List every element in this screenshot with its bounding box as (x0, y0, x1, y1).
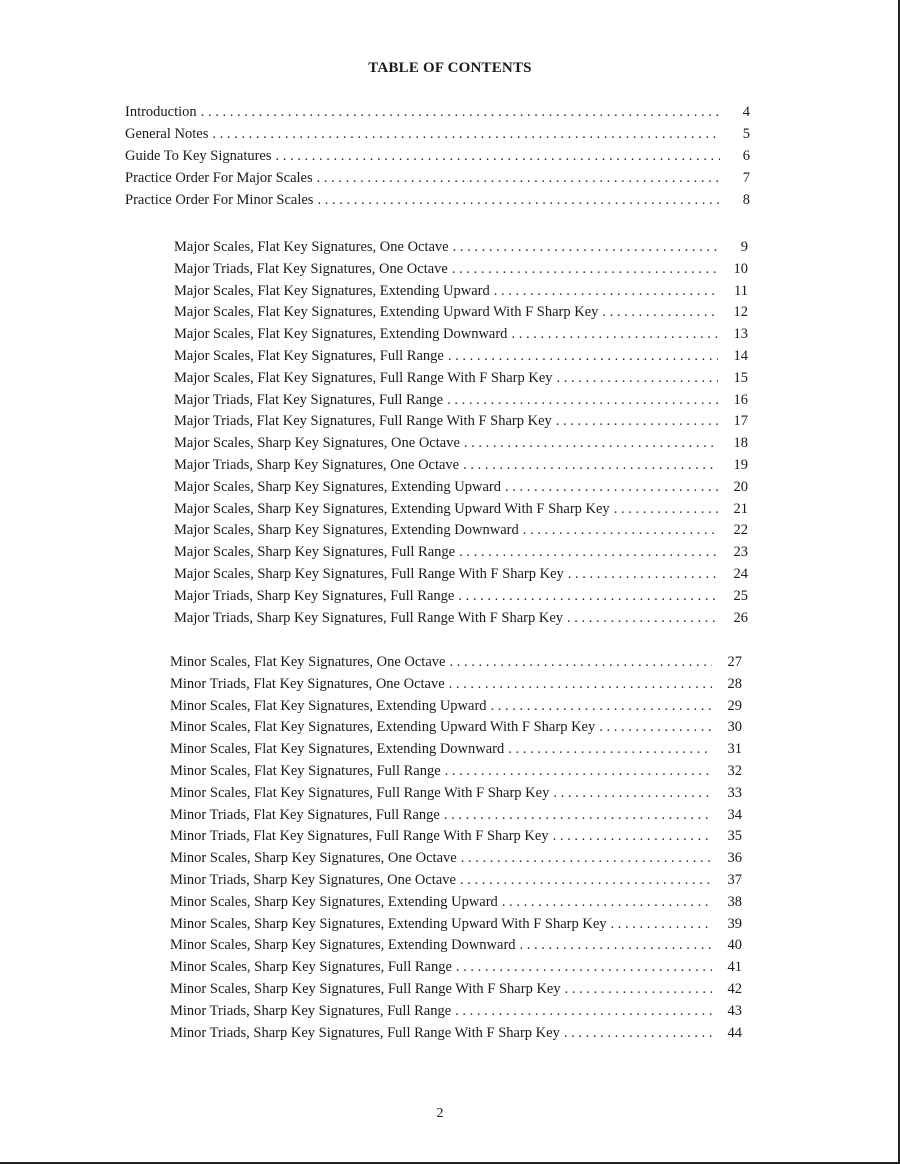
toc-entry-label: Minor Scales, Flat Key Signatures, One Octave (170, 654, 446, 670)
toc-leader-dots (520, 936, 712, 954)
toc-entry-label: Minor Triads, Sharp Key Signatures, One Octave (170, 872, 456, 888)
toc-entry (174, 609, 748, 627)
toc-entry-label: Major Triads, Flat Key Signatures, One Octave (174, 261, 448, 277)
toc-entry-label: Major Scales, Flat Key Signatures, Extending Upward (174, 283, 490, 299)
toc-leader-dots (452, 260, 718, 278)
toc-entry-page: 44 (727, 1025, 742, 1041)
toc-leader-dots (317, 191, 720, 209)
toc-leader-dots (511, 325, 718, 343)
toc-entry-page: 21 (733, 501, 748, 517)
toc-leader-dots (564, 1024, 712, 1042)
toc-leader-dots (494, 282, 718, 300)
toc-leader-dots (502, 893, 712, 911)
toc-entry-page: 34 (727, 807, 742, 823)
toc-entry-page: 10 (733, 261, 748, 277)
toc-entry-label: Minor Scales, Flat Key Signatures, Extending Downward (170, 741, 505, 757)
toc-entry (125, 169, 750, 187)
toc-entry-label: Major Scales, Sharp Key Signatures, Extending Upward (174, 479, 501, 495)
toc-leader-dots (553, 827, 712, 845)
toc-entry (170, 740, 742, 758)
toc-entry (170, 1002, 742, 1020)
toc-entry (174, 565, 748, 583)
toc-leader-dots (455, 1002, 712, 1020)
toc-entry-label: Minor Scales, Flat Key Signatures, Extending Upward (170, 698, 487, 714)
toc-entry-label: Guide To Key Signatures (125, 148, 272, 164)
toc-entry (170, 1024, 742, 1042)
toc-entry (170, 827, 742, 845)
toc-entry-page: 42 (727, 981, 742, 997)
toc-entry-page: 29 (727, 698, 742, 714)
toc-entry-page: 18 (733, 435, 748, 451)
toc-entry (174, 456, 748, 474)
toc-entry-page: 31 (727, 741, 742, 757)
toc-leader-dots (567, 609, 718, 627)
toc-leader-dots (464, 434, 718, 452)
toc-entry-page: 9 (740, 239, 748, 255)
toc-entry-page: 38 (727, 894, 742, 910)
toc-entry-page: 36 (727, 850, 742, 866)
toc-leader-dots (523, 521, 718, 539)
toc-entry-page: 43 (727, 1003, 742, 1019)
toc-entry-page: 14 (733, 348, 748, 364)
toc-leader-dots (317, 169, 720, 187)
toc-leader-dots (565, 980, 712, 998)
toc-entry (170, 849, 742, 867)
toc-entry-label: Major Scales, Sharp Key Signatures, Extending Downward (174, 522, 519, 538)
toc-entry-page: 22 (733, 522, 748, 538)
toc-entry (170, 784, 742, 802)
toc-entry (174, 391, 748, 409)
toc-entry-page: 27 (727, 654, 742, 670)
page-title: TABLE OF CONTENTS (368, 60, 532, 76)
toc-entry-page: 23 (733, 544, 748, 560)
toc-leader-dots (602, 303, 718, 321)
toc-entry-page: 28 (727, 676, 742, 692)
toc-entry-label: Minor Scales, Sharp Key Signatures, Extending Upward With F Sharp Key (170, 916, 607, 932)
toc-entry (170, 675, 742, 693)
toc-leader-dots (449, 675, 712, 693)
toc-leader-dots (449, 653, 712, 671)
toc-entry-label: Minor Triads, Flat Key Signatures, Full Range With F Sharp Key (170, 828, 549, 844)
toc-entry (125, 147, 750, 165)
toc-leader-dots (463, 456, 718, 474)
toc-entry-page: 6 (742, 148, 750, 164)
toc-entry-label: Minor Triads, Sharp Key Signatures, Full Range (170, 1003, 452, 1019)
toc-leader-dots (456, 958, 712, 976)
toc-leader-dots (453, 238, 718, 256)
toc-leader-dots (447, 391, 718, 409)
toc-entry (174, 325, 748, 343)
toc-entry-page: 5 (742, 126, 750, 142)
toc-leader-dots (459, 543, 718, 561)
toc-entry-label: Major Scales, Flat Key Signatures, One Octave (174, 239, 449, 255)
toc-leader-dots (444, 806, 712, 824)
toc-leader-dots (614, 500, 718, 518)
toc-entry-label: Minor Scales, Flat Key Signatures, Full Range With F Sharp Key (170, 785, 550, 801)
toc-entry-label: Major Scales, Sharp Key Signatures, Full Range (174, 544, 456, 560)
toc-entry (174, 434, 748, 452)
toc-entry-label: Minor Triads, Sharp Key Signatures, Full Range With F Sharp Key (170, 1025, 560, 1041)
toc-entry-label: Major Triads, Flat Key Signatures, Full Range (174, 392, 444, 408)
toc-entry (174, 282, 748, 300)
toc-entry-page: 19 (733, 457, 748, 473)
toc-entry-page: 40 (727, 937, 742, 953)
toc-entry-label: Major Scales, Sharp Key Signatures, One Octave (174, 435, 460, 451)
toc-entry-label: Introduction (125, 104, 197, 120)
toc-leader-dots (461, 849, 712, 867)
toc-entry (170, 915, 742, 933)
toc-leader-dots (460, 871, 712, 889)
toc-entry-label: Minor Scales, Sharp Key Signatures, One Octave (170, 850, 457, 866)
toc-entry (174, 260, 748, 278)
toc-entry (174, 543, 748, 561)
toc-leader-dots (505, 478, 718, 496)
toc-entry (170, 653, 742, 671)
toc-entry (174, 238, 748, 256)
toc-leader-dots (568, 565, 718, 583)
toc-entry (170, 958, 742, 976)
toc-entry-label: Minor Scales, Flat Key Signatures, Extending Upward With F Sharp Key (170, 719, 596, 735)
toc-leader-dots (557, 369, 718, 387)
toc-leader-dots (445, 762, 712, 780)
toc-entry-page: 12 (733, 304, 748, 320)
toc-leader-dots (458, 587, 718, 605)
toc-leader-dots (556, 412, 718, 430)
toc-entry (174, 303, 748, 321)
toc-entry-page: 15 (733, 370, 748, 386)
toc-entry-label: Minor Scales, Sharp Key Signatures, Full Range (170, 959, 452, 975)
toc-entry (170, 806, 742, 824)
toc-entry-page: 39 (727, 916, 742, 932)
toc-entry-label: Major Triads, Flat Key Signatures, Full Range With F Sharp Key (174, 413, 552, 429)
toc-leader-dots (508, 740, 712, 758)
toc-entry-page: 35 (727, 828, 742, 844)
toc-entry (170, 893, 742, 911)
toc-entry-page: 26 (733, 610, 748, 626)
toc-entry-label: Major Scales, Flat Key Signatures, Full Range With F Sharp Key (174, 370, 553, 386)
toc-leader-dots (212, 125, 720, 143)
toc-entry-label: Minor Scales, Sharp Key Signatures, Full Range With F Sharp Key (170, 981, 561, 997)
toc-entry (170, 936, 742, 954)
toc-entry (174, 587, 748, 605)
toc-entry-page: 37 (727, 872, 742, 888)
toc-entry-page: 41 (727, 959, 742, 975)
toc-entry-page: 24 (733, 566, 748, 582)
toc-entry-label: Minor Scales, Flat Key Signatures, Full Range (170, 763, 441, 779)
toc-entry-label: Major Scales, Flat Key Signatures, Extending Upward With F Sharp Key (174, 304, 599, 320)
toc-entry (174, 521, 748, 539)
toc-entry (174, 369, 748, 387)
toc-leader-dots (599, 718, 712, 736)
toc-entry-page: 20 (733, 479, 748, 495)
toc-entry-label: Major Scales, Sharp Key Signatures, Extending Upward With F Sharp Key (174, 501, 610, 517)
toc-entry (174, 500, 748, 518)
toc-entry-label: Minor Scales, Sharp Key Signatures, Extending Downward (170, 937, 516, 953)
toc-entry (170, 980, 742, 998)
toc-entry-page: 16 (733, 392, 748, 408)
toc-entry-page: 13 (733, 326, 748, 342)
toc-entry-page: 8 (742, 192, 750, 208)
toc-entry (125, 191, 750, 209)
toc-entry (170, 871, 742, 889)
toc-entry-label: Minor Triads, Flat Key Signatures, One Octave (170, 676, 445, 692)
toc-leader-dots (276, 147, 720, 165)
toc-entry-label: General Notes (125, 126, 209, 142)
toc-entry (170, 718, 742, 736)
toc-entry-label: Practice Order For Major Scales (125, 170, 313, 186)
toc-entry-page: 7 (742, 170, 750, 186)
toc-entry-label: Practice Order For Minor Scales (125, 192, 314, 208)
toc-entry (170, 762, 742, 780)
toc-leader-dots (201, 103, 720, 121)
toc-entry (174, 412, 748, 430)
toc-entry (125, 103, 750, 121)
toc-entry-label: Major Scales, Flat Key Signatures, Extending Downward (174, 326, 508, 342)
toc-entry-page: 25 (733, 588, 748, 604)
toc-entry-label: Major Scales, Sharp Key Signatures, Full Range With F Sharp Key (174, 566, 564, 582)
toc-entry-page: 17 (733, 413, 748, 429)
toc-entry (174, 347, 748, 365)
toc-entry (170, 697, 742, 715)
toc-entry (174, 478, 748, 496)
toc-leader-dots (611, 915, 712, 933)
toc-entry-label: Minor Scales, Sharp Key Signatures, Extending Upward (170, 894, 498, 910)
toc-leader-dots (553, 784, 712, 802)
toc-entry-page: 11 (734, 283, 748, 299)
toc-leader-dots (448, 347, 718, 365)
page-number: 2 (436, 1106, 444, 1121)
toc-entry-page: 4 (742, 104, 750, 120)
toc-entry-page: 32 (727, 763, 742, 779)
toc-entry (125, 125, 750, 143)
toc-entry-page: 33 (727, 785, 742, 801)
toc-entry-label: Minor Triads, Flat Key Signatures, Full Range (170, 807, 440, 823)
toc-entry-label: Major Triads, Sharp Key Signatures, Full Range (174, 588, 455, 604)
toc-entry-label: Major Scales, Flat Key Signatures, Full Range (174, 348, 444, 364)
toc-entry-label: Major Triads, Sharp Key Signatures, Full Range With F Sharp Key (174, 610, 564, 626)
toc-entry-label: Major Triads, Sharp Key Signatures, One Octave (174, 457, 460, 473)
toc-entry-page: 30 (727, 719, 742, 735)
toc-leader-dots (491, 697, 712, 715)
